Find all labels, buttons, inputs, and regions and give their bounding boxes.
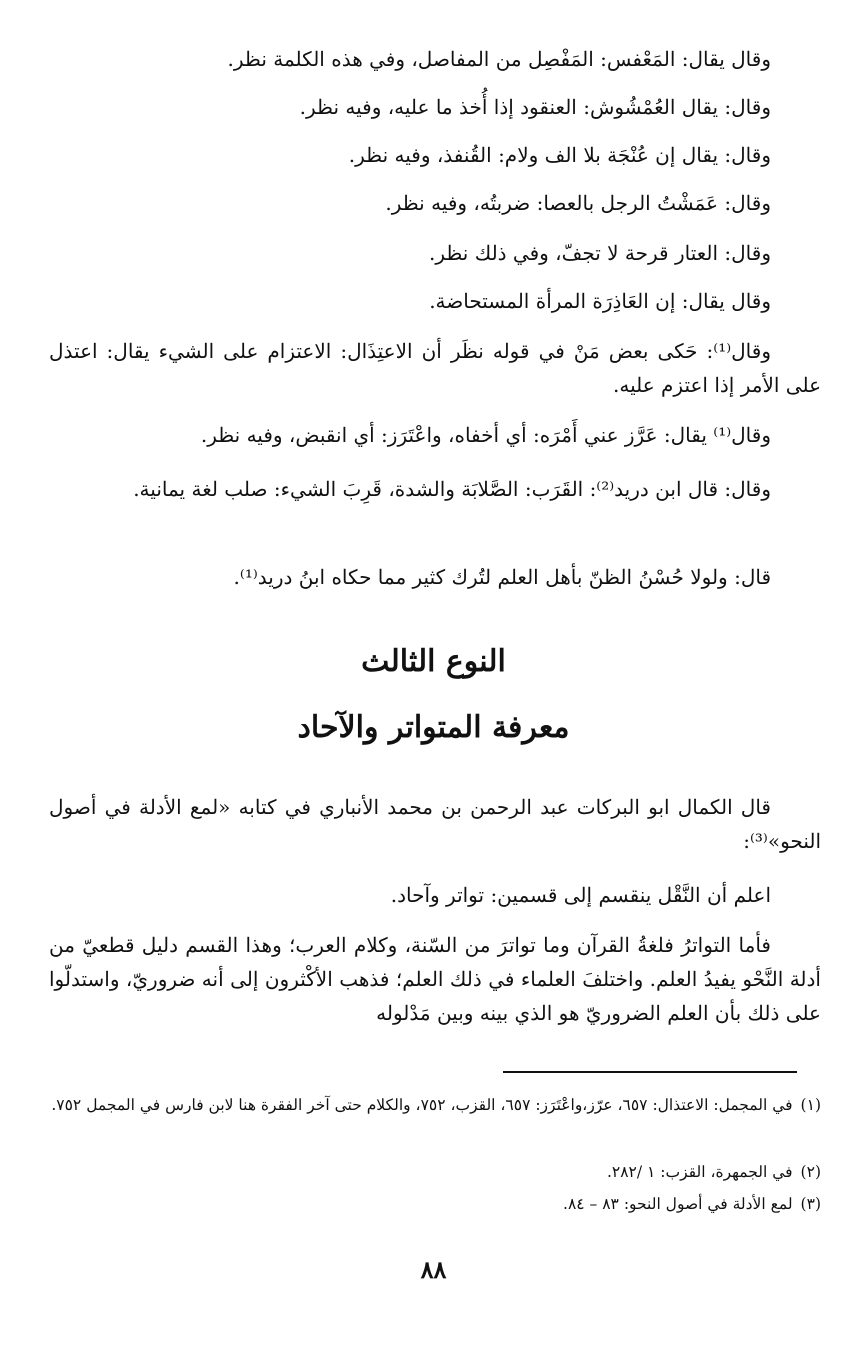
footnote-3 <box>49 1189 821 1219</box>
footnote-2 <box>49 1157 821 1187</box>
paragraph-6: وقال يقال: إن العَاذِرَة المرأة المستحاضة. <box>429 289 771 313</box>
footnote-separator <box>503 1071 797 1073</box>
footnote-number: (٢) <box>800 1163 821 1181</box>
paragraph-8: وقال⁽¹⁾ يقال: عَرَّز عني أَمْرَه: أي أخفاه، واعْتَرَز: أي انقبض، وفيه نظر. <box>200 423 771 447</box>
footnote-1 <box>49 1090 821 1120</box>
footnote-text: لمع الأدلة في أصول النحو: ٨٣ – ٨٤. <box>563 1195 793 1213</box>
paragraph-4: وقال: عَمَشْتُ الرجل بالعصا: ضربتُه، وفيه نظر. <box>385 191 771 215</box>
footnote-number: (١) <box>800 1096 821 1114</box>
body-paragraph-1: قال الكمال ابو البركات عبد الرحمن بن محمد الأنباري في كتابه «لمع الأدلة في أصول النحو»⁽³⁾: <box>49 795 821 853</box>
paragraph-7: وقال⁽¹⁾: حَكى بعض مَنْ في قوله نظَر أن الاعتِذَال: الاعتزام على الشيء يقال: اعتذل على الأمر إذا اعتزم عليه. <box>49 339 821 397</box>
paragraph-5: وقال: العتار قرحة لا تجفّ، وفي ذلك نظر. <box>428 241 771 265</box>
footnote-text: في المجمل: الاعتذال: ٦٥٧، عرّز،واعْتَرَز: ٦٥٧، القزب، ٧٥٢، والكلام حتى آخر الفقرة هنا لابن فارس في المجمل ٧٥٢. <box>51 1096 793 1114</box>
paragraph-10: قال: ولولا حُسْنُ الظنّ بأهل العلم لتُرك كثير مما حكاه ابنُ دريد⁽¹⁾. <box>233 565 771 589</box>
section-title: معرفة المتواتر والآحاد <box>297 710 570 745</box>
paragraph-1: وقال يقال: المَعْفس: المَفْصِل من المفاصل، وفي هذه الكلمة نظر. <box>227 47 771 71</box>
footnote-text: في الجمهرة، القزب: ١ /٢٨٢. <box>606 1163 793 1181</box>
footnote-number: (٣) <box>800 1195 821 1213</box>
paragraph-9: وقال: قال ابن دريد⁽²⁾: القَرَب: الصَّلابَة والشدة، قَرِبَ الشيء: صلب لغة يمانية. <box>133 477 771 501</box>
body-paragraph-3: فأما التواترُ فلغةُ القرآن وما تواترَ من السّنة، وكلام العرب؛ وهذا القسم دليل قطعيّ من أدلة النَّحْو يفيدُ العلم. واختلفَ العلماء في ذلك العلم؛ فذهب الأكْثرون إلى أنه ضروريّ، واستدلّوا على ذلك بأن العلم الضروريّ هو الذي بينه وبين مَدْلوله <box>49 933 821 1025</box>
body-paragraph-2: اعلم أن النَّقْل ينقسم إلى قسمين: تواتر وآحاد. <box>390 883 771 907</box>
paragraph-3: وقال: يقال إن عُنْجَة بلا الف ولام: القُنفذ، وفيه نظر. <box>348 143 771 167</box>
page-number: ٨٨ <box>420 1255 447 1284</box>
paragraph-2: وقال: يقال العُمْشُوش: العنقود إذا أُخذ ما عليه، وفيه نظر. <box>299 95 771 119</box>
section-heading: النوع الثالث <box>361 644 506 679</box>
